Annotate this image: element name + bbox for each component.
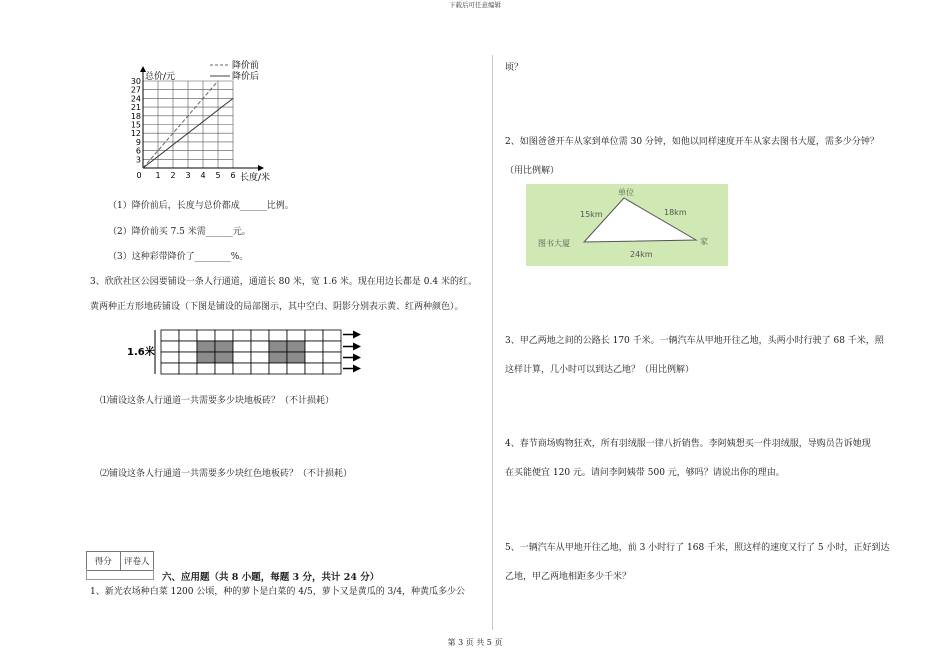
x-tick-label: 5	[215, 171, 221, 180]
tile-yellow	[323, 341, 341, 352]
tile-red	[269, 352, 287, 363]
score-box-blank	[86, 569, 154, 580]
tile-yellow	[323, 363, 341, 374]
x-tick-label: 0	[136, 171, 142, 180]
tile-yellow	[233, 363, 251, 374]
right-question-4-line2: 在买能便宜 120 元。请问李阿姨带 500 元，够吗？请说出你的理由。	[505, 468, 785, 478]
right-question-3-line1: 3、甲乙两地之间的公路长 170 千米。一辆汽车从甲地开往乙地，头两小时行驶了 68 千米，照	[505, 336, 884, 346]
tile-yellow	[179, 352, 197, 363]
tile-red	[197, 352, 215, 363]
chart-x-label: 长度/米	[240, 173, 271, 183]
score-label: 得分	[87, 552, 121, 570]
tile-yellow	[215, 330, 233, 341]
score-box	[86, 551, 154, 571]
legend-after: 降价后	[232, 72, 260, 82]
tile-diagram	[125, 324, 365, 380]
question-3-sub1: ⑴铺设这条人行通道一共需要多少块地板砖？（不计损耗）	[100, 396, 335, 406]
y-tick-label: 15	[130, 120, 141, 130]
app-question-1: 1、新光农场种白菜 1200 公顷，种的萝卜是白菜的 4/5，萝卜又是黄瓜的 3/4，种黄瓜多少公	[90, 587, 466, 597]
tile-yellow	[161, 330, 179, 341]
tile-yellow	[233, 352, 251, 363]
route-triangle	[526, 184, 728, 266]
y-tick-label: 24	[130, 94, 141, 104]
tile-yellow	[215, 363, 233, 374]
chart-y-label: 总价/元	[145, 72, 176, 82]
route-map	[526, 184, 728, 266]
x-tick-label: 6	[230, 171, 236, 180]
tile-red	[215, 352, 233, 363]
y-tick-label: 12	[130, 129, 141, 139]
tile-yellow	[251, 330, 269, 341]
map-label-library: 图书大厦	[538, 239, 570, 248]
tile-yellow	[179, 330, 197, 341]
tile-yellow	[251, 352, 269, 363]
tile-arrow-head	[353, 354, 361, 362]
right-question-5-line1: 5、一辆汽车从甲地开往乙地，前 3 小时行了 168 千米，照这样的速度又行了 5 小时，正好到达	[505, 543, 890, 553]
question-sub2: （2）降价前买 7.5 米需______元。	[108, 227, 251, 237]
y-tick-label: 18	[130, 111, 141, 121]
tile-arrow-head	[353, 365, 361, 373]
map-label-work: 单位	[618, 188, 634, 197]
price-chart	[118, 58, 278, 183]
header-note: 下载后可任意编辑	[449, 1, 501, 9]
right-question-2-hint: （用比例解）	[505, 166, 560, 176]
tile-arrow-head	[353, 331, 361, 339]
y-tick-label: 6	[135, 146, 141, 156]
y-tick-label: 9	[135, 137, 141, 147]
tile-arrow-head	[353, 343, 361, 351]
map-edge-bottom: 24km	[630, 250, 653, 259]
right-question-5-line2: 乙地，甲乙两地相距多少千米？	[505, 572, 632, 582]
x-tick-label: 1	[155, 171, 161, 180]
tile-yellow	[161, 363, 179, 374]
tile-yellow	[179, 341, 197, 352]
tile-yellow	[323, 330, 341, 341]
tile-red	[215, 341, 233, 352]
map-edge-right: 18km	[664, 208, 687, 217]
tile-width-label: 1.6米	[127, 347, 155, 358]
map-edge-left: 15km	[580, 210, 603, 219]
right-question-4-line1: 4、春节商场购物狂欢，所有羽绒服一律八折销售。李阿姨想买一件羽绒服，导购员告诉她现	[505, 439, 871, 449]
y-tick-label: 21	[130, 103, 141, 113]
x-tick-label: 2	[170, 171, 176, 180]
chart-legend	[210, 59, 259, 82]
question-sub1: （1）降价前后，长度与总价都成______比例。	[108, 201, 294, 211]
tile-yellow	[287, 363, 305, 374]
map-label-home: 家	[700, 237, 708, 246]
tile-yellow	[287, 330, 305, 341]
tile-yellow	[233, 330, 251, 341]
tile-red	[287, 352, 305, 363]
tile-yellow	[233, 341, 251, 352]
x-tick-label: 3	[185, 171, 191, 180]
tile-yellow	[323, 352, 341, 363]
tile-yellow	[305, 363, 323, 374]
tile-yellow	[251, 341, 269, 352]
tile-red	[269, 341, 287, 352]
tile-yellow	[305, 330, 323, 341]
right-continuation: 顷？	[505, 63, 524, 73]
tile-red	[197, 341, 215, 352]
tile-yellow	[161, 352, 179, 363]
tile-yellow	[269, 330, 287, 341]
page-footer: 第 3 页 共 5 页	[447, 638, 503, 647]
right-question-2: 2、如图爸爸开车从家到单位需 30 分钟，如他以同样速度开车从家去图书大厦，需多少分钟？	[505, 137, 879, 147]
section-title: 六、应用题（共 8 小题，每题 3 分，共计 24 分）	[162, 572, 380, 583]
tile-grid	[161, 330, 341, 374]
tile-red	[287, 341, 305, 352]
tile-yellow	[305, 352, 323, 363]
column-divider	[492, 55, 493, 630]
tile-yellow	[197, 330, 215, 341]
grader-label: 评卷人	[123, 557, 150, 567]
chart-y-ticks	[131, 77, 141, 164]
tile-yellow	[179, 363, 197, 374]
tile-yellow	[161, 341, 179, 352]
question-3-line1: 3、欣欣社区公园要铺设一条人行通道，通道长 80 米，宽 1.6 米。现在用边长都是 0.4 米的红、	[90, 277, 477, 287]
chart-x-ticks	[136, 171, 235, 180]
legend-before: 降价前	[232, 61, 260, 71]
tile-yellow	[305, 341, 323, 352]
chart-grid	[143, 81, 233, 168]
y-tick-label: 30	[130, 77, 141, 86]
tile-yellow	[251, 363, 269, 374]
question-3-sub2: ⑵铺设这条人行通道一共需要多少块红色地板砖？（不计损耗）	[100, 469, 353, 479]
question-sub3: （3）这种彩带降价了________%。	[108, 252, 249, 262]
tile-yellow	[197, 363, 215, 374]
right-question-3-line2: 这样计算，几小时可以到达乙地？（用比例解）	[505, 365, 695, 375]
tile-arrows	[343, 331, 361, 373]
question-3-line2: 黄两种正方形地砖铺设（下图是铺设的局部图示，其中空白、阴影分别表示黄、红两种颜色）。	[90, 302, 464, 312]
y-tick-label: 3	[135, 155, 141, 165]
y-tick-label: 27	[130, 85, 141, 95]
tile-yellow	[269, 363, 287, 374]
x-tick-label: 4	[200, 171, 206, 180]
